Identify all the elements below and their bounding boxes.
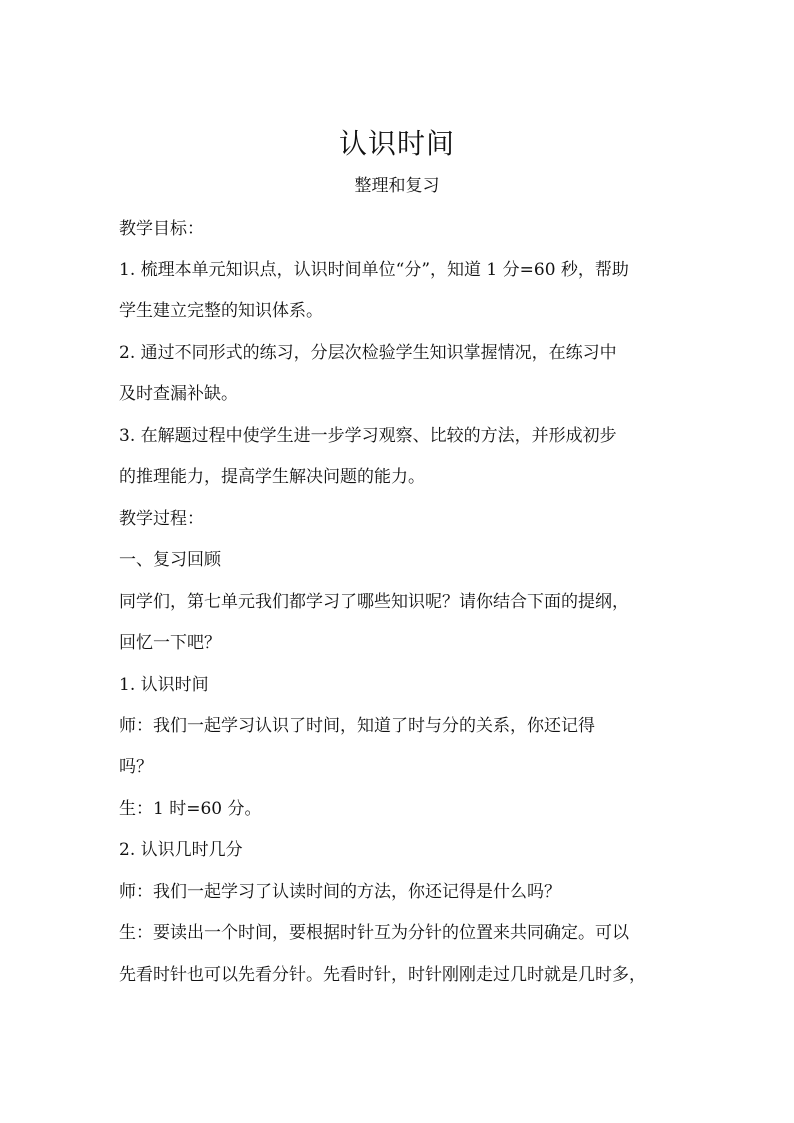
section-heading-process: 教学过程： bbox=[119, 509, 204, 529]
document-title: 认识时间 bbox=[338, 127, 455, 160]
paragraph-line: 1. 梳理本单元知识点，认识时间单位“分”，知道 1 分=60 秒，帮助 bbox=[119, 260, 629, 280]
paragraph-line: 3. 在解题过程中使学生进一步学习观察、比较的方法，并形成初步 bbox=[119, 426, 617, 446]
paragraph-line: 回忆一下吧？ bbox=[119, 633, 221, 653]
paragraph-line: 2. 通过不同形式的练习，分层次检验学生知识掌握情况，在练习中 bbox=[119, 343, 617, 363]
paragraph-line: 先看时针也可以先看分针。先看时针，时针刚刚走过几时就是几时多， bbox=[119, 965, 646, 985]
subheading-line: 2. 认识几时几分 bbox=[119, 840, 243, 860]
paragraph-line: 生：要读出一个时间，要根据时针互为分针的位置来共同确定。可以 bbox=[119, 923, 629, 943]
document-subtitle: 整理和复习 bbox=[354, 176, 440, 196]
paragraph-line: 及时查漏补缺。 bbox=[119, 384, 238, 404]
section-heading-objectives: 教学目标： bbox=[119, 219, 204, 239]
paragraph-line: 的推理能力，提高学生解决问题的能力。 bbox=[119, 467, 425, 487]
paragraph-line: 学生建立完整的知识体系。 bbox=[119, 301, 323, 321]
paragraph-line: 生：1 时=60 分。 bbox=[119, 799, 262, 819]
subheading-line: 1. 认识时间 bbox=[119, 675, 209, 695]
section-heading-review: 一、复习回顾 bbox=[119, 550, 221, 570]
paragraph-line: 师：我们一起学习了认读时间的方法，你还记得是什么吗？ bbox=[119, 882, 561, 902]
paragraph-line: 吗？ bbox=[119, 757, 153, 777]
paragraph-line: 同学们，第七单元我们都学习了哪些知识呢？请你结合下面的提纲， bbox=[119, 592, 629, 612]
paragraph-line: 师：我们一起学习认识了时间，知道了时与分的关系，你还记得 bbox=[119, 716, 595, 736]
